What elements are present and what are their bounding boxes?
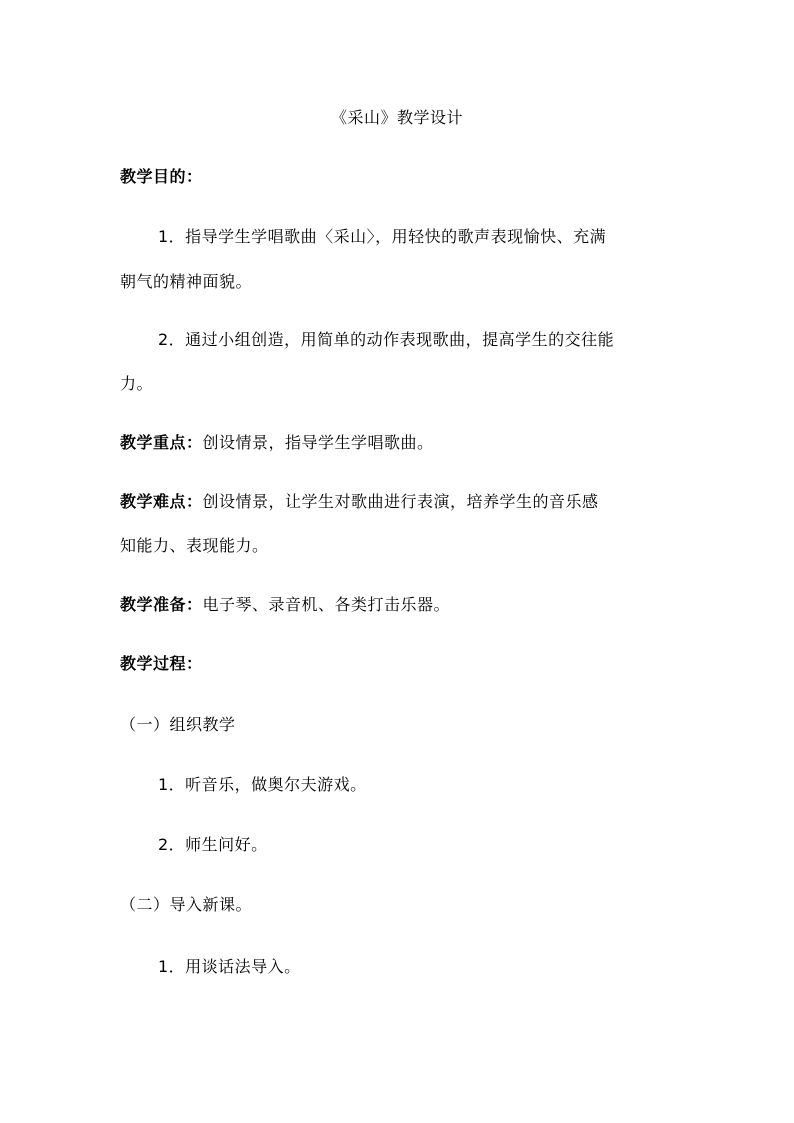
prep-label: 教学准备： bbox=[120, 595, 203, 614]
section-2-item-1: 1．用谈话法导入。 bbox=[158, 957, 301, 976]
key-point-label: 教学重点： bbox=[120, 433, 203, 452]
process-heading: 教学过程： bbox=[120, 654, 203, 673]
section-2-heading: （二）导入新课。 bbox=[120, 895, 253, 914]
difficulty-text-1: 创设情景，让学生对歌曲进行表演，培养学生的音乐感 bbox=[202, 492, 599, 511]
key-point-text: 创设情景，指导学生学唱歌曲。 bbox=[202, 433, 434, 452]
difficulty-paragraph-line-2: 知能力、表现能力。 bbox=[120, 536, 269, 555]
objective-2-line-1: 2．通过小组创造，用简单的动作表现歌曲，提高学生的交往能 bbox=[158, 330, 615, 349]
difficulty-label: 教学难点： bbox=[120, 492, 203, 511]
section-1-heading: （一）组织教学 bbox=[120, 715, 236, 734]
difficulty-paragraph-line-1 bbox=[120, 491, 599, 513]
section-1-item-1: 1．听音乐，做奥尔夫游戏。 bbox=[158, 775, 367, 794]
key-point-paragraph bbox=[120, 432, 434, 454]
objective-2-line-2: 力。 bbox=[120, 374, 154, 393]
objectives-heading: 教学目的： bbox=[120, 167, 203, 186]
section-1-item-2: 2．师生问好。 bbox=[158, 835, 268, 854]
prep-paragraph bbox=[120, 594, 450, 616]
objective-1-line-2: 朝气的精神面貌。 bbox=[120, 272, 253, 291]
objective-1-line-1: 1．指导学生学唱歌曲〈采山〉，用轻快的歌声表现愉快、充满 bbox=[158, 227, 607, 246]
prep-text: 电子琴、录音机、各类打击乐器。 bbox=[202, 595, 451, 614]
document-title: 《采山》教学设计 bbox=[330, 108, 463, 127]
